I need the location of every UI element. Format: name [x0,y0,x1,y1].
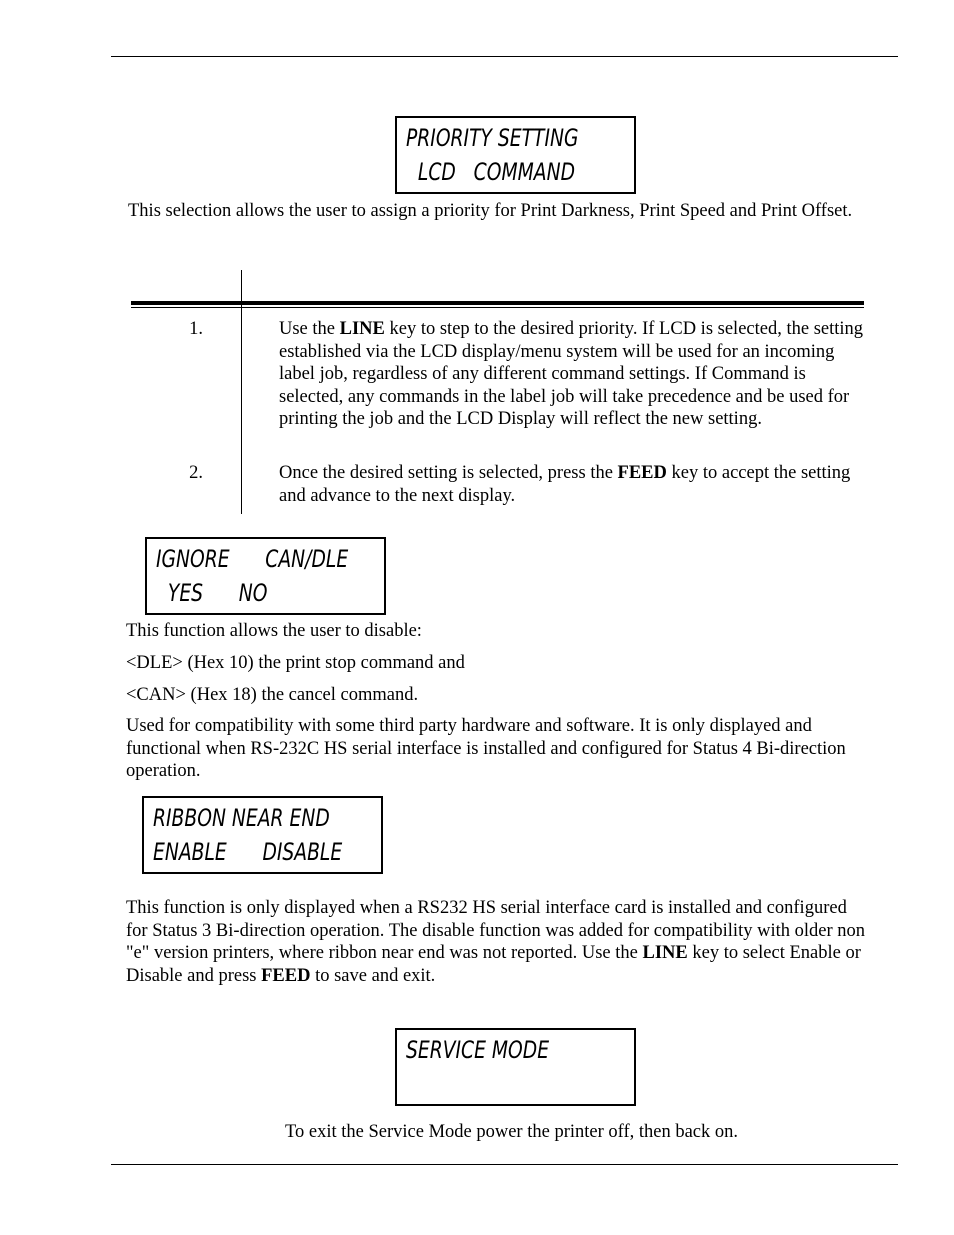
lcd-line-2: LCD COMMAND [406,158,576,186]
ignore-para-4: Used for compatibility with some third party hardware and software. It is only displayed and functional when RS-232C HS serial interface is installed and configured for Status 4 Bi-direction operation. [126,716,846,781]
lcd-line-1: PRIORITY SETTING [406,124,579,152]
step-number-1: 1. [189,319,203,339]
footer-rule [111,1164,898,1165]
header-rule [111,56,898,57]
lcd-line-2: YES NO [156,579,268,607]
step-text-2: Once the desired setting is selected, press the FEED key to accept the setting and advance to the next display. [279,463,851,506]
step-text-1: Use the LINE key to step to the desired priority. If LCD is selected, the setting established via the LCD display/menu system will be used for an incoming label job, regardless of any different command settings. If Command is selected, any commands in the label job will take precedence and be used for printing the job and the LCD Display will reflect the new setting. [279,319,864,429]
lcd-line-1: SERVICE MODE [406,1036,550,1064]
lcd-line-1: IGNORE CAN/DLE [156,545,349,573]
lcd-ribbon-near-end [142,796,383,874]
lcd-service-mode [395,1028,636,1106]
ignore-para-2: <DLE> (Hex 10) the print stop command and [126,653,465,673]
service-exit-text: To exit the Service Mode power the printer off, then back on. [285,1122,739,1142]
lcd-line-1: RIBBON NEAR END [153,804,330,832]
ribbon-para: This function is only displayed when a RS232 HS serial interface card is installed and configured for Status 3 Bi-direction operation. The disable function was added for compatibility with older non "e" version printers, where ribbon near end was not reported. Use the LINE key to select Enable or Disable and press FEED to save and exit. [126,898,865,986]
table-header-rule [131,301,864,308]
step-number-2: 2. [189,463,203,483]
ignore-para-3: <CAN> (Hex 18) the cancel command. [126,685,419,705]
lcd-ignore-can-dle [145,537,386,615]
priority-intro: This selection allows the user to assign a priority for Print Darkness, Print Speed and Print Offset. [128,201,853,221]
lcd-priority-setting [395,116,636,194]
lcd-line-2: ENABLE DISABLE [153,838,343,866]
ignore-para-1: This function allows the user to disable: [126,621,422,641]
